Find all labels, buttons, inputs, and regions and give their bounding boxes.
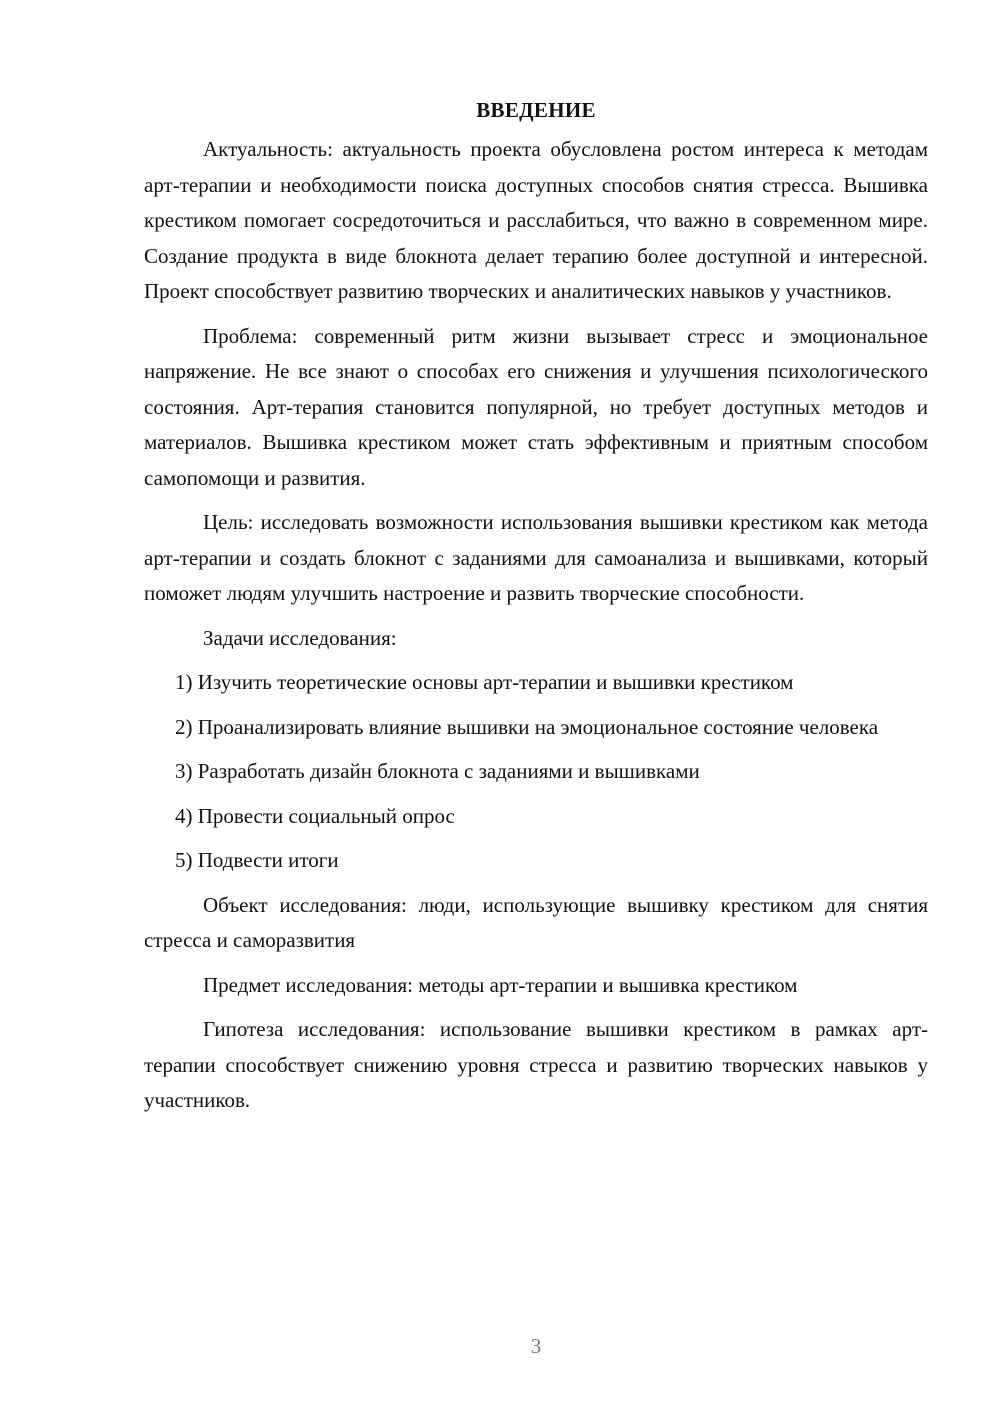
object-paragraph: Объект исследования: люди, использующие вышивку крестиком для снятия стресса и саморазвития <box>144 892 928 952</box>
goal-paragraph: Цель: исследовать возможности использования вышивки крестиком как метода арт-терапии и создать блокнот с заданиями для самоанализа и вышивками, который поможет людям улучшить настроение и развить творческие способности. <box>144 510 928 605</box>
hypothesis-paragraph: Гипотеза исследования: использование вышивки крестиком в рамках арт-терапии способствует снижению уровня стресса и развитию творческих навыков у участников. <box>144 1017 928 1112</box>
page-number: 3 <box>530 1334 542 1358</box>
tasks-heading: Задачи исследования: <box>203 625 397 650</box>
list-item: 1) Изучить теоретические основы арт-терапии и вышивки крестиком <box>175 670 794 694</box>
subject-paragraph: Предмет исследования: методы арт-терапии и вышивка крестиком <box>203 972 798 997</box>
tasks-list <box>144 665 928 879</box>
list-item: 2) Проанализировать влияние вышивки на эмоциональное состояние человека <box>175 714 879 739</box>
list-item: 5) Подвести итоги <box>175 848 339 872</box>
relevance-paragraph: Актуальность: актуальность проекта обусловлена ростом интереса к методам арт-терапии и необходимости поиска доступных способов снятия стресса. Вышивка крестиком помогает сосредоточиться и расслабиться, что важно в современном мире. Создание продукта в виде блокнота делает терапию более доступной и интересной. Проект способствует развитию творческих и аналитических навыков у участников. <box>144 137 928 303</box>
list-item: 4) Провести социальный опрос <box>175 803 455 828</box>
section-title: ВВЕДЕНИЕ <box>476 98 596 122</box>
list-item: 3) Разработать дизайн блокнота с заданиями и вышивками <box>175 759 700 783</box>
document-body <box>144 92 928 1128</box>
problem-paragraph: Проблема: современный ритм жизни вызывает стресс и эмоциональное напряжение. Не все знают о способах его снижения и улучшения психологического состояния. Арт-терапия становится популярной, но требует доступных методов и материалов. Вышивка крестиком может стать эффективным и приятным способом самопомощи и развития. <box>144 323 928 490</box>
